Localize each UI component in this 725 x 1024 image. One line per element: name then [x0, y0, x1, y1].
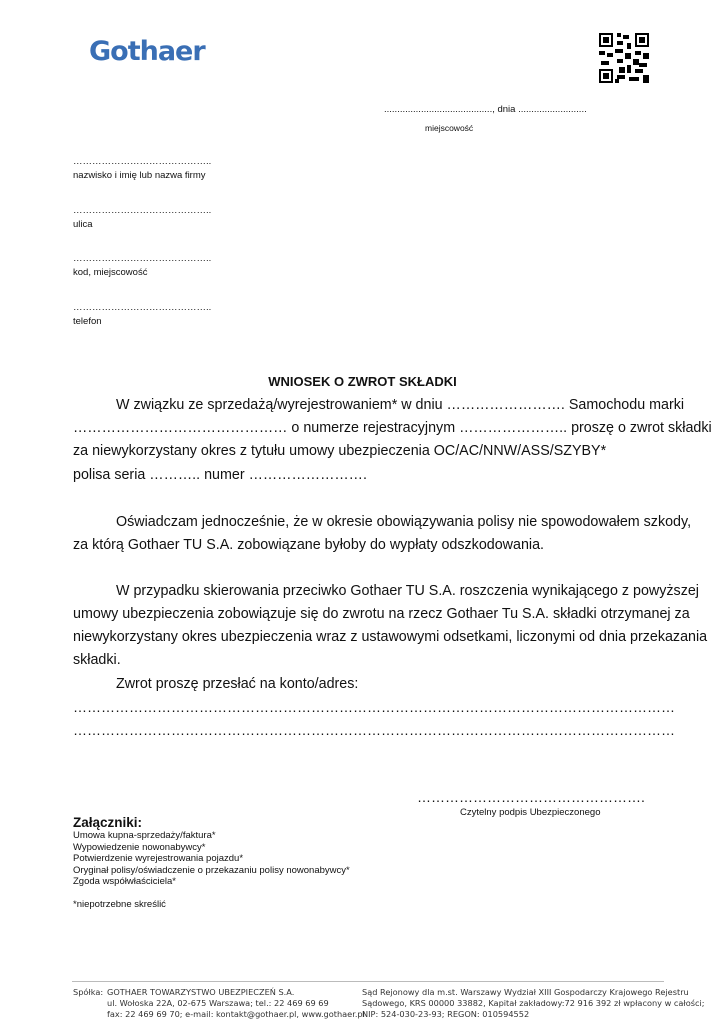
footer-court: Sąd Rejonowy dla m.st. Warszawy Wydział XIII Gospodarczy Krajowego Rejestru: [362, 987, 689, 997]
p2-line2: za którą Gothaer TU S.A. zobowiązane byłoby do wypłaty odszkodowania.: [73, 537, 544, 553]
name-label: nazwisko i imię lub nazwa firmy: [73, 170, 206, 181]
attachment-item: Oryginał polisy/oświadczenie o przekazaniu polisy nowonabywcy*: [73, 864, 350, 876]
place-label: miejscowość: [425, 123, 474, 133]
footnote: *niepotrzebne skreślić: [73, 899, 166, 910]
p1-line2: ……………………………………… o numerze rejestracyjnym ………………….. proszę o zwrot składki: [73, 420, 712, 436]
refund-dots-2: …………………………………………………………………………………………………………………: [73, 722, 675, 738]
signature-label: Czytelny podpis Ubezpieczonego: [460, 807, 601, 818]
signature-dots: ………………………………………….: [417, 789, 645, 805]
p3-line4: składki.: [73, 652, 121, 668]
footer-contact: fax: 22 469 69 70; e-mail: kontakt@gothaer.pl, www.gothaer.pl: [107, 1009, 365, 1019]
p1-line1: W związku ze sprzedażą/wyrejestrowaniem* w dniu ……………………. Samochodu marki: [116, 397, 685, 413]
document-title: WNIOSEK O ZWROT SKŁADKI: [268, 374, 457, 389]
city-label: kod, miejscowość: [73, 267, 148, 278]
footer-address: ul. Wołoska 22A, 02-675 Warszawa; tel.: 22 469 69 69: [107, 998, 329, 1008]
refund-line: Zwrot proszę przesłać na konto/adres:: [116, 676, 359, 692]
footer-company: GOTHAER TOWARZYSTWO UBEZPIECZEŃ S.A.: [107, 987, 295, 997]
footer-krs: Sądowego, KRS 00000 33882, Kapitał zakładowy:72 916 392 zł wpłacony w całości;: [362, 998, 705, 1008]
city-dots: ……………………………………..: [73, 253, 212, 264]
gothaer-logo: Gothaer: [89, 36, 205, 67]
qr-code-icon: [599, 33, 649, 83]
attachment-item: Zgoda współwłaściciela*: [73, 876, 176, 887]
p3-line1: W przypadku skierowania przeciwko Gothaer TU S.A. roszczenia wynikającego z powyższej: [116, 583, 699, 599]
phone-dots: ……………………………………..: [73, 302, 212, 313]
refund-dots-1: …………………………………………………………………………………………………………………: [73, 699, 675, 715]
p1-line4: polisa seria ……….. numer …………………….: [73, 467, 367, 483]
footer-company-block: [107, 987, 365, 1020]
p2-line1: Oświadczam jednocześnie, że w okresie obowiązywania polisy nie spowodowałem szkody,: [116, 514, 692, 530]
footer-nip: NIP: 524-030-23-93; REGON: 010594552: [362, 1009, 530, 1019]
p3-line3: niewykorzystany okres ubezpieczenia wraz z ustawowymi odsetkami, liczonymi od dnia przekazania: [73, 629, 708, 645]
footer-registry-block: [362, 987, 705, 1020]
attachment-item: Umowa kupna-sprzedaży/faktura*: [73, 830, 216, 841]
footer-divider: [72, 981, 664, 982]
attachment-item: Potwierdzenie wyrejestrowania pojazdu*: [73, 853, 244, 864]
attachments-heading: Załączniki:: [73, 815, 143, 830]
p3-line2: umowy ubezpieczenia zobowiązuje się do zwrotu na rzecz Gothaer Tu S.A. składki otrzymanej za: [73, 606, 690, 622]
p1-line3: za niewykorzystany okres z tytułu umowy ubezpieczenia OC/AC/NNW/ASS/SZYBY*: [73, 443, 607, 459]
attachment-item: Wypowiedzenie nowonabywcy*: [73, 841, 206, 853]
footer-spolka-label: Spółka:: [73, 987, 104, 997]
street-label: ulica: [73, 219, 93, 230]
street-dots: ……………………………………..: [73, 205, 212, 216]
attachments-list: [73, 830, 350, 888]
date-line: ........................................., dnia ..........................: [384, 104, 587, 115]
name-dots: ……………………………………..: [73, 156, 212, 167]
phone-label: telefon: [73, 316, 102, 327]
